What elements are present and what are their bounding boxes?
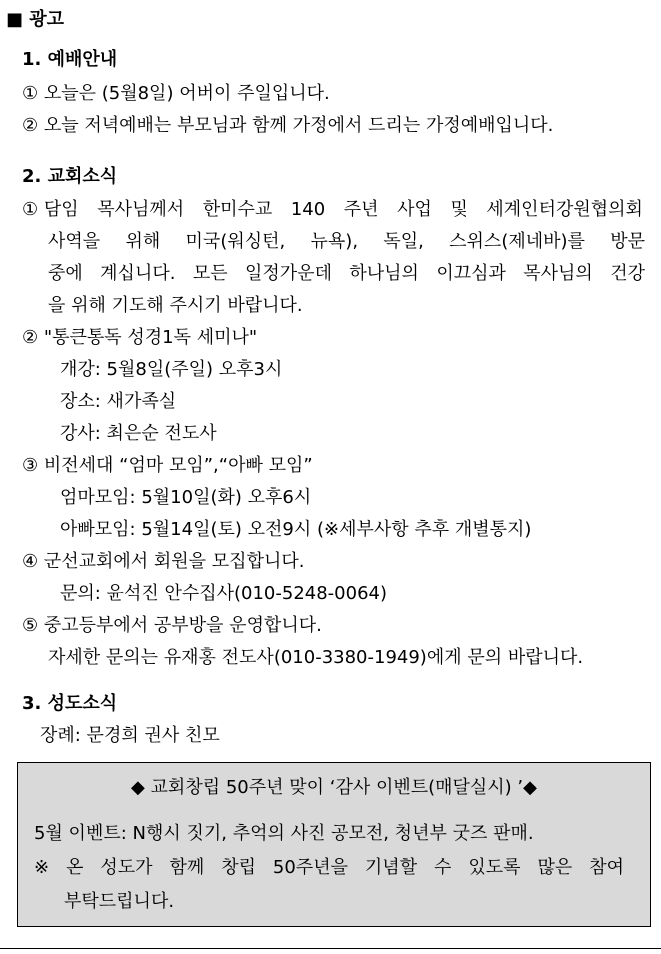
study-room-contact: 자세한 문의는 유재홍 전도사(010-3380-1949)에게 문의 바랍니다.	[48, 647, 584, 668]
word: 수	[434, 857, 452, 878]
word: ① 담임	[22, 199, 79, 220]
word: 있도록	[468, 857, 521, 878]
word: ※	[34, 857, 50, 878]
mom-meeting: 엄마모임: 5월10일(화) 오후6시	[60, 487, 312, 508]
word: 성도가	[100, 857, 153, 878]
word: 및	[450, 199, 468, 220]
word: 50주년을	[272, 857, 348, 878]
dad-meeting: 아빠모임: 5월14일(토) 오전9시 (※세부사항 추후 개별통지)	[60, 519, 532, 540]
news-item-1-line-3	[48, 262, 645, 286]
section-title-member-news: 3. 성도소식	[22, 693, 118, 714]
news-item-1-line-2	[48, 230, 645, 254]
word: 온	[66, 857, 84, 878]
word: 일정가운데	[245, 263, 332, 284]
word: 사업	[397, 199, 432, 220]
word: 스위스(제네바)를	[449, 231, 585, 252]
seminar-place: 장소: 새가족실	[60, 391, 177, 412]
word: 창립	[221, 857, 256, 878]
word: 한미수교	[202, 199, 273, 220]
word: 하나님의	[349, 263, 419, 284]
word: 세계인터강원협의회	[486, 199, 643, 220]
word: 참여	[589, 857, 624, 878]
word: 방문	[610, 231, 645, 252]
word: 목사님께서	[97, 199, 185, 220]
seminar-lecturer: 강사: 최은순 전도사	[60, 423, 217, 444]
section-title-church-news: 2. 교회소식	[22, 166, 118, 187]
event-box-title: ◆ 교회창립 50주년 맞이 ‘감사 이벤트(매달실시) ’◆	[130, 777, 537, 798]
may-event: 5월 이벤트: N행시 짓기, 추억의 사진 공모전, 청년부 굿즈 판매.	[34, 823, 534, 844]
news-item-2: ② "통큰통독 성경1독 세미나"	[22, 327, 258, 348]
event-participation-line-2: 부탁드립니다.	[64, 891, 175, 912]
word: 위해	[125, 231, 161, 252]
event-participation-line-1	[34, 856, 624, 880]
word: 독일,	[383, 231, 424, 252]
news-item-5: ⑤ 중고등부에서 공부방을 운영합니다.	[22, 615, 322, 636]
worship-item-1: ① 오늘은 (5월8일) 어버이 주일입니다.	[22, 83, 330, 104]
word: 기념할	[364, 857, 418, 878]
news-item-3: ③ 비전세대 “엄마 모임”,“아빠 모임”	[22, 455, 313, 476]
word: 중에	[48, 263, 83, 284]
word: 이끄심과	[436, 263, 506, 284]
word: 사역을	[48, 231, 101, 252]
news-item-4: ④ 군선교회에서 회원을 모집합니다.	[22, 551, 305, 572]
news-item-1-line-1	[22, 198, 643, 222]
word: 주년	[343, 199, 379, 220]
notice-header: ■ 광고	[6, 9, 65, 30]
word: 모든	[192, 263, 228, 284]
section-title-worship: 1. 예배안내	[22, 49, 118, 70]
word: 계십니다.	[100, 263, 176, 284]
word: 많은	[537, 857, 573, 878]
funeral-notice: 장례: 문경희 권사 친모	[40, 725, 220, 746]
word: 목사님의	[523, 263, 593, 284]
bottom-divider	[0, 948, 661, 949]
word: 140	[290, 199, 326, 220]
word: 함께	[169, 857, 205, 878]
word: 미국(워싱턴,	[185, 231, 286, 252]
word: 뉴욕),	[310, 231, 359, 252]
worship-item-2: ② 오늘 저녁예배는 부모님과 함께 가정에서 드리는 가정예배입니다.	[22, 115, 554, 136]
military-contact: 문의: 윤석진 안수집사(010-5248-0064)	[60, 583, 388, 604]
news-item-1-line-4: 을 위해 기도해 주시기 바랍니다.	[48, 295, 303, 316]
word: 건강	[610, 263, 645, 284]
seminar-start: 개강: 5월8일(주일) 오후3시	[60, 359, 283, 380]
